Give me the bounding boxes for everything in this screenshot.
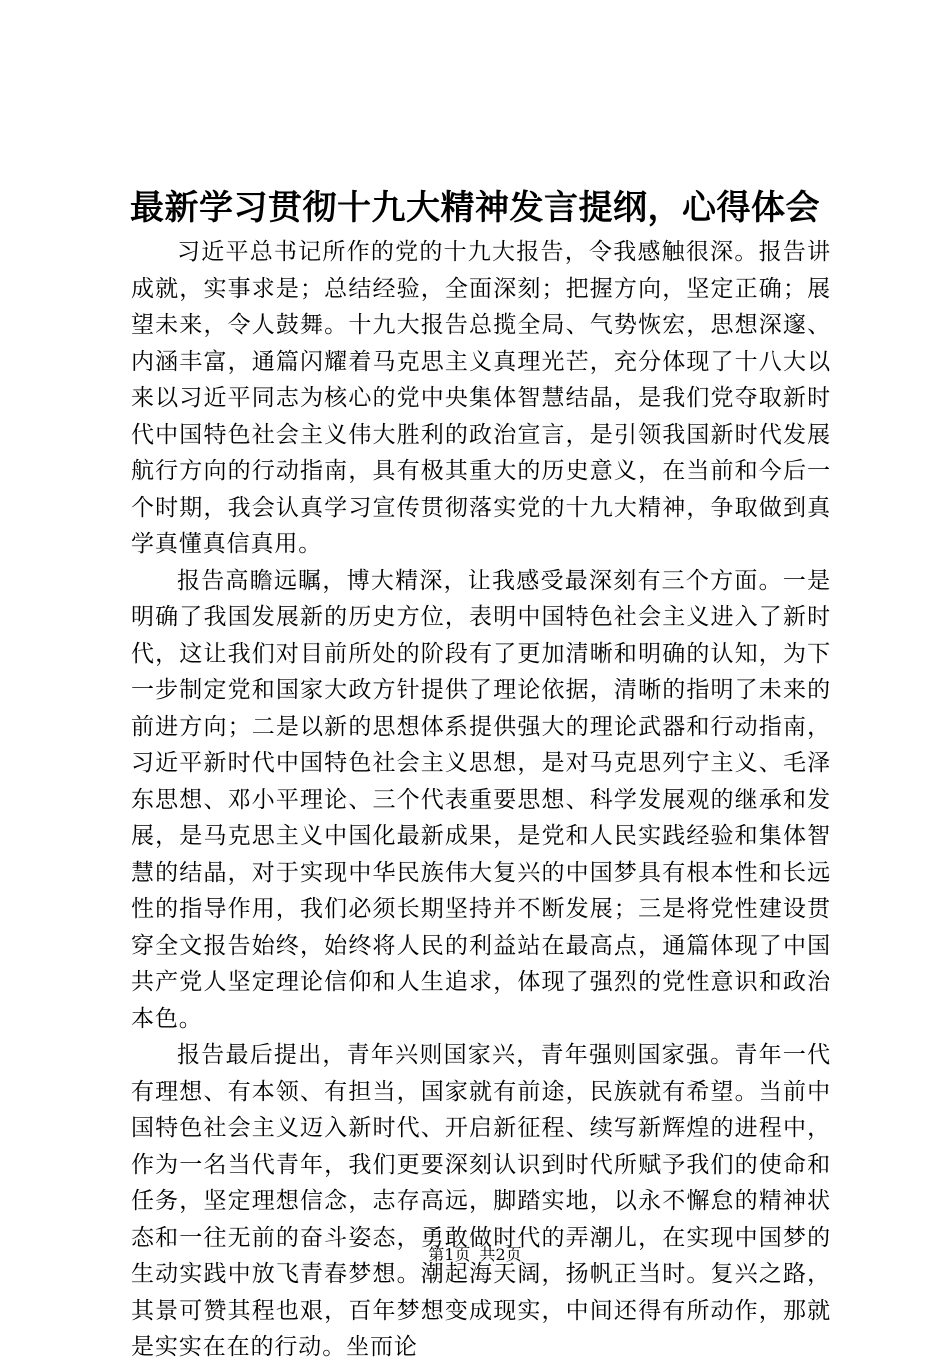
body-paragraph-1: 习近平总书记所作的党的十九大报告，令我感触很深。报告讲成就，实事求是；总结经验，全面深刻；把握方向，坚定正确；展望未来，令人鼓舞。十九大报告总揽全局、气势恢宏，思想深邃、内涵丰富，通篇闪耀着马克思主义真理光芒，充分体现了十八大以来以习近平同志为核心的党中央集体智慧结晶，是我们党夺取新时代中国特色社会主义伟大胜利的政治宣言，是引领我国新时代发展航行方向的行动指南，具有极其重大的历史意义，在当前和今后一个时期，我会认真学习宣传贯彻落实党的十九大精神，争取做到真学真懂真信真用。 — [131, 239, 831, 557]
document-body — [131, 234, 831, 1366]
body-paragraph-2: 报告高瞻远瞩，博大精深，让我感受最深刻有三个方面。一是明确了我国发展新的历史方位，表明中国特色社会主义进入了新时代，这让我们对目前所处的阶段有了更加清晰和明确的认知，为下一步制定党和国家大政方针提供了理论依据，清晰的指明了未来的前进方向；二是以新的思想体系提供强大的理论武器和行动指南，习近平新时代中国特色社会主义思想，是对马克思列宁主义、毛泽东思想、邓小平理论、三个代表重要思想、科学发展观的继承和发展，是马克思主义中国化最新成果，是党和人民实践经验和集体智慧的结晶，对于实现中华民族伟大复兴的中国梦具有根本性和长远性的指导作用，我们必须长期坚持并不断发展；三是将党性建设贯穿全文报告始终，始终将人民的利益站在最高点，通篇体现了中国共产党人坚定理论信仰和人生追求，体现了强烈的党性意识和政治本色。 — [131, 567, 831, 1032]
page-total: 共2页 — [479, 1245, 522, 1264]
page-footer — [0, 1244, 950, 1266]
page-number: 第1页 — [428, 1245, 471, 1264]
body-paragraph-3: 报告最后提出，青年兴则国家兴，青年强则国家强。青年一代有理想、有本领、有担当，国家就有前途，民族就有希望。当前中国特色社会主义迈入新时代、开启新征程、续写新辉煌的进程中，作为一名当代青年，我们更要深刻认识到时代所赋予我们的使命和任务，坚定理想信念，志存高远，脚踏实地，以永不懈怠的精神状态和一往无前的奋斗姿态，勇敢做时代的弄潮儿，在实现中国梦的生动实践中放飞青春梦想。潮起海天阔，扬帆正当时。复兴之路，其景可赞其程也艰，百年梦想变成现实，中间还得有所动作，那就是实实在在的行动。坐而论 — [131, 1042, 831, 1360]
document-title: 最新学习贯彻十九大精神发言提纲，心得体会 — [130, 188, 820, 228]
